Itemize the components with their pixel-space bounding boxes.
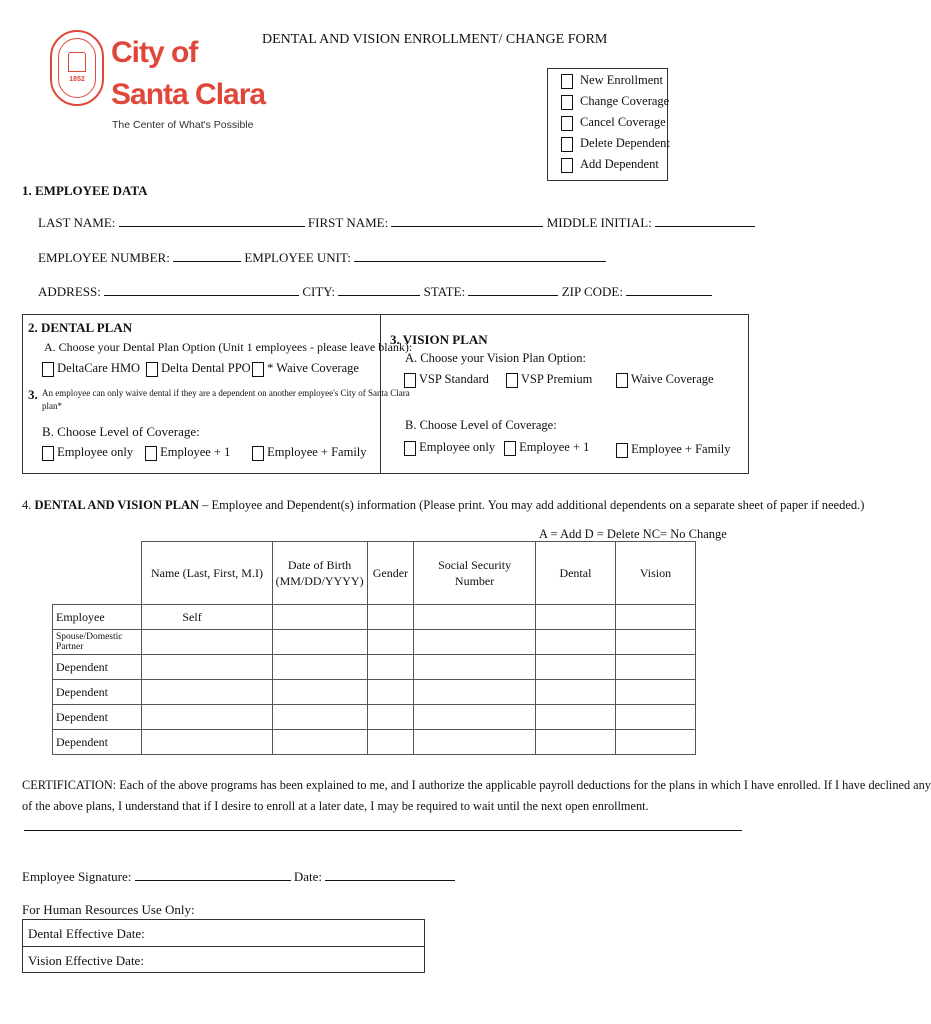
logo-name-line1: City of bbox=[111, 36, 198, 69]
dental-option-b: B. Choose Level of Coverage: bbox=[42, 424, 200, 439]
section4-heading: 4. DENTAL AND VISION PLAN – Employee and Dependent(s) information (Please print. You may add additional dependents on a separate sheet of paper if needed.) bbox=[22, 498, 865, 512]
vision-level-checkbox-plus-one[interactable] bbox=[504, 441, 516, 456]
middle-initial-field[interactable] bbox=[655, 214, 755, 227]
table-row bbox=[53, 730, 696, 755]
dental-cell[interactable] bbox=[535, 630, 615, 655]
name-cell[interactable] bbox=[142, 630, 272, 655]
vision-effective-date[interactable]: Vision Effective Date: bbox=[28, 953, 144, 968]
logo-name-line2: Santa Clara bbox=[111, 78, 266, 111]
row-label: Dependent bbox=[53, 730, 142, 755]
table-row bbox=[53, 605, 696, 630]
gender-cell[interactable] bbox=[367, 655, 414, 680]
vision-cell[interactable] bbox=[615, 730, 695, 755]
vision-cell[interactable] bbox=[615, 630, 695, 655]
dob-cell[interactable] bbox=[272, 605, 367, 630]
row-label: Dependent bbox=[53, 680, 142, 705]
employee-number-row: EMPLOYEE NUMBER: EMPLOYEE UNIT: bbox=[38, 249, 606, 266]
gender-cell[interactable] bbox=[367, 605, 414, 630]
change-code-legend: A = Add D = Delete NC= No Change bbox=[539, 527, 727, 541]
city-field[interactable] bbox=[338, 283, 420, 296]
dob-cell[interactable] bbox=[272, 705, 367, 730]
change-option-checkbox[interactable] bbox=[561, 158, 573, 173]
change-option-checkbox[interactable] bbox=[561, 137, 573, 152]
employee-number-field[interactable] bbox=[173, 249, 241, 262]
column-header-gender: Gender bbox=[367, 542, 414, 605]
vision-level-checkbox-employee[interactable] bbox=[404, 441, 416, 456]
ssn-cell[interactable] bbox=[414, 605, 536, 630]
gender-cell[interactable] bbox=[367, 705, 414, 730]
dental-cell[interactable] bbox=[535, 680, 615, 705]
signature-row: Employee Signature: Date: bbox=[22, 868, 455, 885]
dob-cell[interactable] bbox=[272, 655, 367, 680]
state-field[interactable] bbox=[468, 283, 558, 296]
dental-cell[interactable] bbox=[535, 730, 615, 755]
change-option-4: Add Dependent bbox=[561, 157, 659, 173]
vision-plan-checkbox-waive[interactable] bbox=[616, 373, 628, 388]
change-option-3: Delete Dependent bbox=[561, 136, 670, 152]
first-name-field[interactable] bbox=[391, 214, 543, 227]
vision-level-checkbox-family[interactable] bbox=[616, 443, 628, 458]
vision-plan-heading: 3. VISION PLAN bbox=[390, 332, 488, 347]
gender-cell[interactable] bbox=[367, 680, 414, 705]
name-cell[interactable]: Self bbox=[142, 605, 272, 630]
employee-unit-field[interactable] bbox=[354, 249, 606, 262]
address-row: ADDRESS: CITY: STATE: ZIP CODE: bbox=[38, 283, 712, 300]
change-options-box bbox=[547, 68, 668, 181]
vision-plan-checkbox-premium[interactable] bbox=[506, 373, 518, 388]
employee-data-heading: 1. EMPLOYEE DATA bbox=[22, 183, 148, 198]
dental-cell[interactable] bbox=[535, 705, 615, 730]
vision-option-b: B. Choose Level of Coverage: bbox=[405, 418, 557, 432]
gender-cell[interactable] bbox=[367, 630, 414, 655]
zip-field[interactable] bbox=[626, 283, 712, 296]
vision-plan-checkbox-standard[interactable] bbox=[404, 373, 416, 388]
dental-option-a: A. Choose your Dental Plan Option (Unit 1 employees - please leave blank): bbox=[44, 340, 413, 354]
dob-cell[interactable] bbox=[272, 680, 367, 705]
dependents-table bbox=[52, 541, 696, 755]
last-name-field[interactable] bbox=[119, 214, 305, 227]
column-header-dental: Dental bbox=[535, 542, 615, 605]
name-cell[interactable] bbox=[142, 705, 272, 730]
table-header-row bbox=[53, 542, 696, 605]
hr-heading: For Human Resources Use Only: bbox=[22, 902, 195, 917]
dental-plan-checkbox-ppo[interactable] bbox=[146, 362, 158, 377]
row-label: Employee bbox=[53, 605, 142, 630]
dental-plan-checkbox-hmo[interactable] bbox=[42, 362, 54, 377]
dental-plan-choices: DeltaCare HMO bbox=[42, 361, 140, 377]
dental-level-checkbox-employee[interactable] bbox=[42, 446, 54, 461]
table-row bbox=[53, 630, 696, 655]
table-row bbox=[53, 680, 696, 705]
dob-cell[interactable] bbox=[272, 630, 367, 655]
name-cell[interactable] bbox=[142, 680, 272, 705]
vision-cell[interactable] bbox=[615, 605, 695, 630]
ssn-cell[interactable] bbox=[414, 730, 536, 755]
column-header-vision: Vision bbox=[615, 542, 695, 605]
ssn-cell[interactable] bbox=[414, 680, 536, 705]
city-seal-icon: 1852 bbox=[50, 30, 104, 106]
dental-waive-note: An employee can only waive dental if they are a dependent on another employee's City of Santa Clara bbox=[42, 388, 410, 398]
dental-cell[interactable] bbox=[535, 605, 615, 630]
table-row bbox=[53, 705, 696, 730]
dental-cell[interactable] bbox=[535, 655, 615, 680]
table-row bbox=[53, 655, 696, 680]
form-title: DENTAL AND VISION ENROLLMENT/ CHANGE FORM bbox=[262, 32, 608, 47]
column-header-ssn: Social Security Number bbox=[414, 542, 536, 605]
logo-tagline: The Center of What's Possible bbox=[112, 119, 254, 131]
last-name-row: LAST NAME: FIRST NAME: MIDDLE INITIAL: bbox=[38, 214, 755, 231]
change-option-checkbox[interactable] bbox=[561, 95, 573, 110]
name-cell[interactable] bbox=[142, 655, 272, 680]
signature-date-field[interactable] bbox=[325, 868, 455, 881]
dental-waive-note-2: plan* bbox=[42, 401, 62, 411]
employee-signature-field[interactable] bbox=[135, 868, 291, 881]
dental-note-number: 3. bbox=[28, 387, 38, 402]
dental-effective-date[interactable]: Dental Effective Date: bbox=[28, 926, 145, 941]
dob-cell[interactable] bbox=[272, 730, 367, 755]
vision-cell[interactable] bbox=[615, 705, 695, 730]
vision-cell[interactable] bbox=[615, 680, 695, 705]
dental-level-checkbox-family[interactable] bbox=[252, 446, 264, 461]
vision-option-a: A. Choose your Vision Plan Option: bbox=[405, 351, 586, 365]
certification-line-2: of the above plans, I understand that if I desire to enroll at a later date, I may be required to wait until the next open enrollment. bbox=[22, 799, 649, 813]
dental-plan-heading: 2. DENTAL PLAN bbox=[28, 320, 133, 335]
change-option-1: Change Coverage bbox=[561, 94, 669, 110]
certification-divider bbox=[24, 830, 742, 831]
ssn-cell[interactable] bbox=[414, 655, 536, 680]
row-label: Spouse/Domestic Partner bbox=[53, 630, 142, 655]
change-option-checkbox[interactable] bbox=[561, 74, 573, 89]
dental-level-checkbox-plus-one[interactable] bbox=[145, 446, 157, 461]
column-header-name: Name (Last, First, M.I) bbox=[142, 542, 272, 605]
column-header-dob: Date of Birth (MM/DD/YYYY) bbox=[272, 542, 367, 605]
ssn-cell[interactable] bbox=[414, 705, 536, 730]
name-cell[interactable] bbox=[142, 730, 272, 755]
row-label: Dependent bbox=[53, 705, 142, 730]
row-label: Dependent bbox=[53, 655, 142, 680]
ssn-cell[interactable] bbox=[414, 630, 536, 655]
gender-cell[interactable] bbox=[367, 730, 414, 755]
change-option-0: New Enrollment bbox=[561, 73, 663, 89]
change-option-checkbox[interactable] bbox=[561, 116, 573, 131]
dental-plan-checkbox-waive[interactable] bbox=[252, 362, 264, 377]
vision-cell[interactable] bbox=[615, 655, 695, 680]
address-field[interactable] bbox=[104, 283, 299, 296]
certification-line-1: CERTIFICATION: Each of the above programs has been explained to me, and I authorize the applicable payroll deductions for the plans in which I have enrolled. If I have declined any bbox=[22, 778, 931, 792]
change-option-2: Cancel Coverage bbox=[561, 115, 666, 131]
